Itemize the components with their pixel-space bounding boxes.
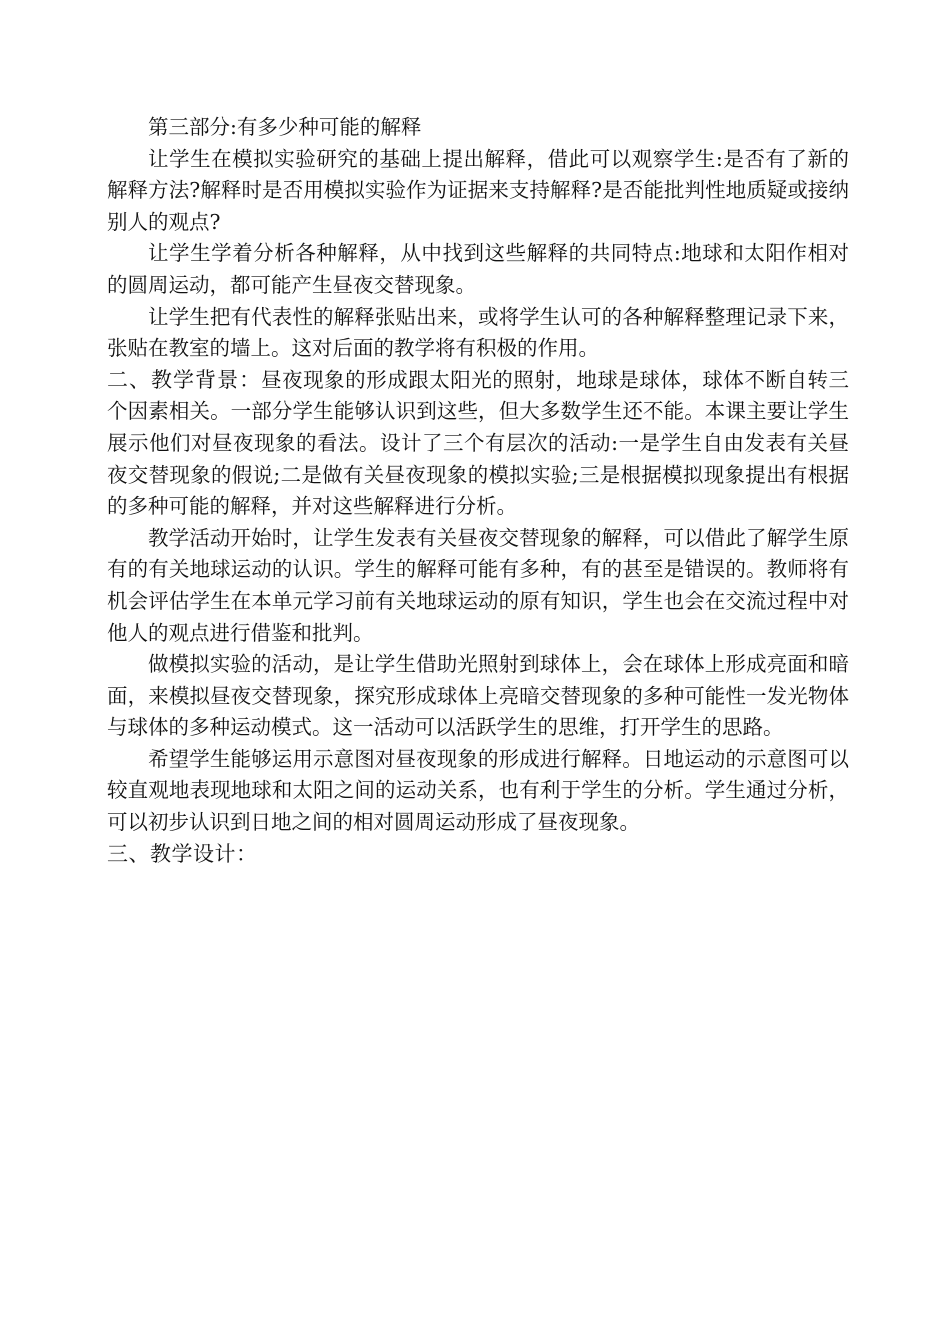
paragraph: 希望学生能够运用示意图对昼夜现象的形成进行解释。日地运动的示意图可以较直观地表现地球和太阳之间的运动关系，也有利于学生的分析。学生通过分析，可以初步认识到日地之间的相对圆周运动形成了昼夜现象。 — [107, 746, 849, 835]
paragraph: 让学生在模拟实验研究的基础上提出解释，借此可以观察学生:是否有了新的解释方法?解释时是否用模拟实验作为证据来支持解释?是否能批判性地质疑或接纳别人的观点? — [107, 146, 849, 234]
paragraph: 做模拟实验的活动，是让学生借助光照射到球体上，会在球体上形成亮面和暗面，来模拟昼夜交替现象，探究形成球体上亮暗交替现象的多种可能性一发光物体与球体的多种运动模式。这一活动可以活跃学生的思维，打开学生的思路。 — [107, 652, 849, 740]
section-two-intro: 昼夜现象的形成跟太阳光的照射，地球是球体，球体不断自转三个因素相关。一部分学生能够认识到这些，但大多数学生还不能。本课主要让学生展示他们对昼夜现象的看法。设计了三个有层次的活动:一是学生自由发表有关昼夜交替现象的假说;二是做有关昼夜现象的模拟实验;三是根据模拟现象提出有根据的多种可能的解释，并对这些解释进行分析。 — [107, 367, 850, 519]
section-two-heading: 二、教学背景： — [107, 367, 262, 392]
part-three-title: 第三部分:有多少种可能的解释 — [148, 115, 422, 139]
paragraph: 教学活动开始时，让学生发表有关昼夜交替现象的解释，可以借此了解学生原有的有关地球运动的认识。学生的解释可能有多种，有的甚至是错误的。教师将有机会评估学生在本单元学习前有关地球运动的原有知识，学生也会在交流过程中对他人的观点进行借鉴和批判。 — [107, 525, 849, 645]
section-two-block — [107, 365, 849, 523]
paragraph: 让学生把有代表性的解释张贴出来，或将学生认可的各种解释整理记录下来，张贴在教室的墙上。这对后面的教学将有积极的作用。 — [107, 304, 849, 361]
document-page — [107, 112, 849, 870]
section-three-heading: 三、教学设计： — [107, 841, 258, 866]
paragraph: 让学生学着分析各种解释，从中找到这些解释的共同特点:地球和太阳作相对的圆周运动，都可能产生昼夜交替现象。 — [107, 241, 849, 297]
